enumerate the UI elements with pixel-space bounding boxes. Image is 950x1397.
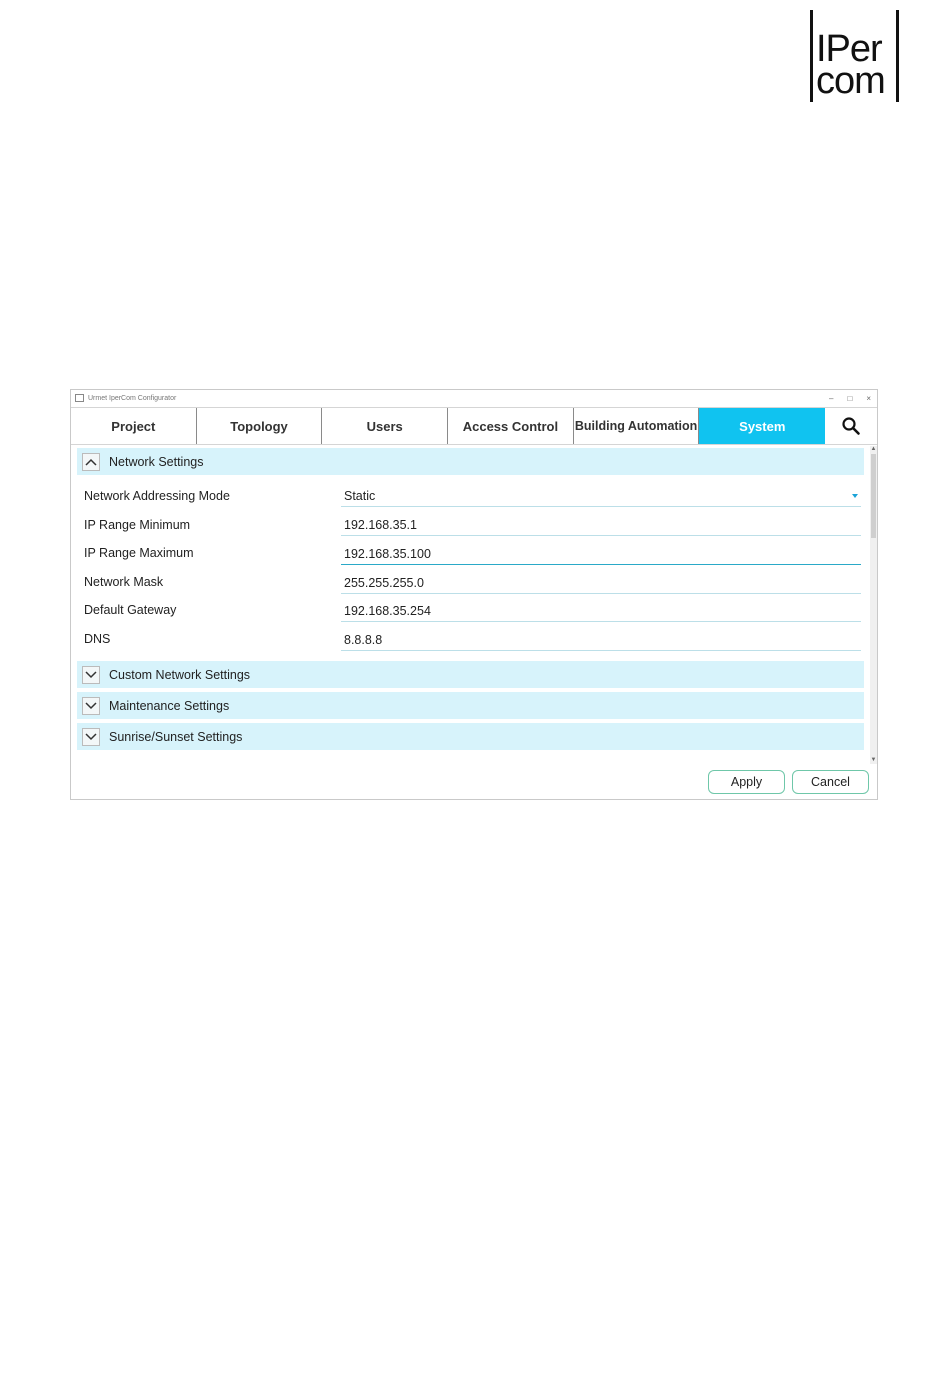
- chevron-up-icon[interactable]: [82, 453, 100, 471]
- search-button[interactable]: [825, 408, 877, 444]
- tab-building-automation[interactable]: Building Automation: [574, 408, 700, 444]
- apply-button[interactable]: Apply: [708, 770, 785, 794]
- chevron-down-icon[interactable]: [82, 728, 100, 746]
- label-addressing-mode: Network Addressing Mode: [84, 489, 230, 503]
- settings-panel: [77, 448, 865, 752]
- ip-max-input[interactable]: [341, 543, 861, 565]
- network-mask-input[interactable]: [341, 572, 861, 594]
- chevron-down-icon[interactable]: [82, 697, 100, 715]
- scroll-thumb[interactable]: [871, 454, 876, 538]
- logo-bar-right: [896, 10, 899, 102]
- cancel-button[interactable]: Cancel: [792, 770, 869, 794]
- ip-max-value: 192.168.35.100: [344, 546, 431, 561]
- section-custom-network-settings[interactable]: [77, 661, 864, 688]
- section-title: Custom Network Settings: [109, 667, 251, 682]
- app-icon: [75, 394, 84, 402]
- addressing-mode-value: Static: [344, 488, 376, 503]
- tab-topology[interactable]: Topology: [197, 408, 323, 444]
- logo-word-bottom: com: [816, 60, 885, 102]
- vertical-scrollbar[interactable]: [870, 446, 877, 764]
- default-gateway-input[interactable]: [341, 600, 861, 622]
- label-ip-min: IP Range Minimum: [84, 518, 191, 532]
- section-title: Network Settings: [109, 454, 204, 469]
- label-default-gateway: Default Gateway: [84, 603, 177, 617]
- default-gateway-value: 192.168.35.254: [344, 603, 431, 618]
- close-icon[interactable]: ×: [866, 393, 871, 403]
- scroll-up-icon[interactable]: ▲: [870, 446, 877, 452]
- tab-users[interactable]: Users: [322, 408, 448, 444]
- tab-system[interactable]: System: [699, 408, 825, 444]
- ip-min-value: 192.168.35.1: [344, 517, 417, 532]
- search-icon: [841, 416, 861, 436]
- maximize-icon[interactable]: □: [847, 393, 853, 403]
- section-sunrise-sunset-settings[interactable]: [77, 723, 864, 750]
- label-network-mask: Network Mask: [84, 575, 164, 589]
- tab-project[interactable]: Project: [71, 408, 197, 444]
- section-network-settings[interactable]: [77, 448, 864, 475]
- main-tabs: [71, 407, 877, 445]
- scroll-down-icon[interactable]: ▼: [870, 757, 877, 763]
- window-title: Urmet IperCom Configurator: [88, 394, 177, 402]
- section-maintenance-settings[interactable]: [77, 692, 864, 719]
- logo-word-top: IPer: [816, 28, 882, 70]
- app-window: [70, 389, 878, 800]
- section-title: Maintenance Settings: [109, 698, 230, 713]
- label-dns: DNS: [84, 632, 111, 646]
- title-bar: [71, 390, 877, 406]
- addressing-mode-select[interactable]: [341, 485, 861, 507]
- dns-input[interactable]: [341, 629, 861, 651]
- network-mask-value: 255.255.255.0: [344, 575, 424, 590]
- section-title: Sunrise/Sunset Settings: [109, 729, 243, 744]
- label-ip-max: IP Range Maximum: [84, 546, 194, 560]
- ipercom-logo: [806, 10, 906, 104]
- dns-value: 8.8.8.8: [344, 632, 383, 647]
- ip-min-input[interactable]: [341, 514, 861, 536]
- minimize-icon[interactable]: –: [829, 393, 834, 403]
- logo-bar-left: [810, 10, 813, 102]
- dropdown-arrow-icon[interactable]: [852, 494, 858, 498]
- tab-access-control[interactable]: Access Control: [448, 408, 574, 444]
- chevron-down-icon[interactable]: [82, 666, 100, 684]
